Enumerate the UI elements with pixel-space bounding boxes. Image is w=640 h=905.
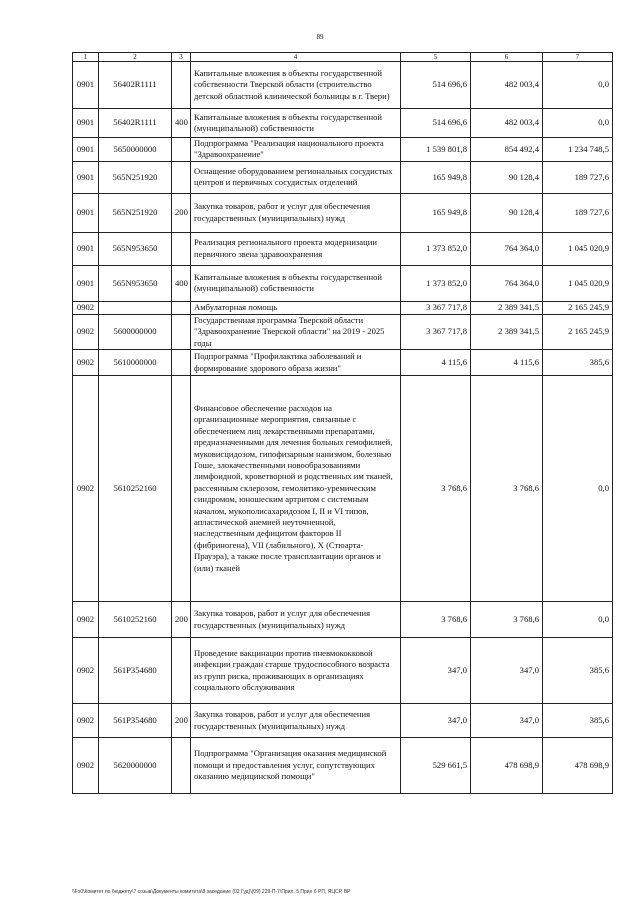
expense-type-cell xyxy=(172,138,191,162)
amount-year1-cell: 3 367 717,8 xyxy=(401,314,471,349)
amount-year3-cell: 0,0 xyxy=(543,62,613,109)
amount-year3-cell: 385,6 xyxy=(543,638,613,704)
item-name-cell: Государственная программа Тверской области "Здравоохранение Тверской области" на 2019 - 2025 годы xyxy=(191,314,401,349)
expense-type-cell xyxy=(172,350,191,376)
file-path-footer: \\Fs0\Комитет по бюджету\7 созыв\Документы комитета\8 заседание (02 Гуд)\(09) 229-П-7\Прил. 5 Прил 6 РП, ЯЦСР, ВР xyxy=(72,889,351,895)
amount-year2-cell: 2 389 341,5 xyxy=(471,314,543,349)
amount-year1-cell: 1 539 801,8 xyxy=(401,138,471,162)
amount-year2-cell: 4 115,6 xyxy=(471,350,543,376)
column-header: 5 xyxy=(401,53,471,62)
table-row xyxy=(73,350,613,376)
section-code-cell: 0902 xyxy=(73,638,99,704)
amount-year2-cell: 3 768,6 xyxy=(471,376,543,602)
target-article-cell: 565N953650 xyxy=(99,265,172,301)
expense-type-cell xyxy=(172,161,191,193)
expense-type-cell: 200 xyxy=(172,193,191,232)
target-article-cell: 5610000000 xyxy=(99,350,172,376)
column-header: 1 xyxy=(73,53,99,62)
table-body xyxy=(73,62,613,794)
target-article-cell: 5600000000 xyxy=(99,314,172,349)
table-row xyxy=(73,232,613,265)
target-article-cell: 561P354680 xyxy=(99,638,172,704)
table-row xyxy=(73,193,613,232)
amount-year1-cell: 514 696,6 xyxy=(401,109,471,138)
target-article-cell: 565N953650 xyxy=(99,232,172,265)
amount-year2-cell: 764 364,0 xyxy=(471,232,543,265)
item-name-cell: Подпрограмма "Организация оказания медицинской помощи и предоставления услуг, сопутствующих оказанию медицинской помощи" xyxy=(191,738,401,794)
amount-year3-cell: 189 727,6 xyxy=(543,193,613,232)
item-name-cell: Финансовое обеспечение расходов на организационные мероприятия, связанные с обеспечением лиц лекарственными препаратами, предназначенными для лечения больных гемофилией, муковисцидозом, гипофизарным нанизмом, болезнью Гоше, злокачественными новообразованиями лимфоидной, кроветворной и родственных им тканей, рассеянным склерозом, гемолитико-уремическим синдромом, юношеским артритом с системным началом, мукополисахаридозом I, II и VI типов, апластической анемией неуточненной, наследственным дефицитом факторов II (фибриногена), VII (лабильного), X (Стюарта-Прауэра), а также после трансплантации органов и (или) тканей xyxy=(191,376,401,602)
section-code-cell: 0901 xyxy=(73,109,99,138)
target-article-cell: 565N251920 xyxy=(99,193,172,232)
amount-year1-cell: 347,0 xyxy=(401,704,471,738)
target-article-cell: 5650000000 xyxy=(99,138,172,162)
amount-year3-cell: 1 234 748,5 xyxy=(543,138,613,162)
expense-type-cell: 400 xyxy=(172,109,191,138)
item-name-cell: Закупка товаров, работ и услуг для обеспечения государственных (муниципальных) нужд xyxy=(191,704,401,738)
section-code-cell: 0901 xyxy=(73,232,99,265)
item-name-cell: Закупка товаров, работ и услуг для обеспечения государственных (муниципальных) нужд xyxy=(191,193,401,232)
expense-type-cell xyxy=(172,62,191,109)
amount-year2-cell: 478 698,9 xyxy=(471,738,543,794)
section-code-cell: 0902 xyxy=(73,602,99,638)
table-row xyxy=(73,638,613,704)
amount-year1-cell: 529 661,5 xyxy=(401,738,471,794)
item-name-cell: Капитальные вложения в объекты государственной (муниципальной) собственности xyxy=(191,265,401,301)
table-row xyxy=(73,138,613,162)
section-code-cell: 0902 xyxy=(73,350,99,376)
amount-year3-cell: 0,0 xyxy=(543,376,613,602)
item-name-cell: Реализация регионального проекта модернизации первичного звена здравоохранения xyxy=(191,232,401,265)
amount-year3-cell: 385,6 xyxy=(543,350,613,376)
section-code-cell: 0901 xyxy=(73,193,99,232)
amount-year1-cell: 347,0 xyxy=(401,638,471,704)
section-code-cell: 0902 xyxy=(73,301,99,314)
target-article-cell: 561P354680 xyxy=(99,704,172,738)
expense-type-cell xyxy=(172,376,191,602)
amount-year1-cell: 165 949,8 xyxy=(401,161,471,193)
amount-year2-cell: 854 492,4 xyxy=(471,138,543,162)
section-code-cell: 0901 xyxy=(73,62,99,109)
column-header: 7 xyxy=(543,53,613,62)
page-number: 89 xyxy=(316,33,324,41)
amount-year3-cell: 385,6 xyxy=(543,704,613,738)
table-row xyxy=(73,738,613,794)
column-header: 4 xyxy=(191,53,401,62)
column-header: 2 xyxy=(99,53,172,62)
amount-year1-cell: 514 696,6 xyxy=(401,62,471,109)
expense-type-cell xyxy=(172,738,191,794)
amount-year3-cell: 2 165 245,9 xyxy=(543,301,613,314)
item-name-cell: Капитальные вложения в объекты государственной собственности Тверской области (строительство детской областной клинической больницы в г. Твери) xyxy=(191,62,401,109)
amount-year1-cell: 3 367 717,8 xyxy=(401,301,471,314)
amount-year2-cell: 764 364,0 xyxy=(471,265,543,301)
table-row xyxy=(73,301,613,314)
table-row xyxy=(73,265,613,301)
target-article-cell: 56402R1111 xyxy=(99,62,172,109)
section-code-cell: 0902 xyxy=(73,314,99,349)
amount-year1-cell: 3 768,6 xyxy=(401,602,471,638)
expense-type-cell xyxy=(172,314,191,349)
item-name-cell: Проведение вакцинации против пневмококковой инфекции граждан старше трудоспособного возраста из групп риска, проживающих в организациях социального обслуживания xyxy=(191,638,401,704)
amount-year1-cell: 165 949,8 xyxy=(401,193,471,232)
target-article-cell: 5620000000 xyxy=(99,738,172,794)
table-row xyxy=(73,161,613,193)
amount-year2-cell: 482 003,4 xyxy=(471,109,543,138)
target-article-cell: 5610252160 xyxy=(99,602,172,638)
item-name-cell: Закупка товаров, работ и услуг для обеспечения государственных (муниципальных) нужд xyxy=(191,602,401,638)
section-code-cell: 0901 xyxy=(73,161,99,193)
item-name-cell: Подпрограмма "Реализация национального проекта "Здравоохранение" xyxy=(191,138,401,162)
amount-year2-cell: 347,0 xyxy=(471,704,543,738)
amount-year3-cell: 478 698,9 xyxy=(543,738,613,794)
target-article-cell: 56402R1111 xyxy=(99,109,172,138)
section-code-cell: 0902 xyxy=(73,704,99,738)
amount-year1-cell: 3 768,6 xyxy=(401,376,471,602)
target-article-cell: 565N251920 xyxy=(99,161,172,193)
amount-year3-cell: 189 727,6 xyxy=(543,161,613,193)
column-header: 3 xyxy=(172,53,191,62)
item-name-cell: Подпрограмма "Профилактика заболеваний и формирование здорового образа жизни" xyxy=(191,350,401,376)
table-row xyxy=(73,109,613,138)
amount-year2-cell: 90 128,4 xyxy=(471,161,543,193)
amount-year3-cell: 1 045 020,9 xyxy=(543,265,613,301)
expense-type-cell xyxy=(172,301,191,314)
column-header: 6 xyxy=(471,53,543,62)
amount-year2-cell: 2 389 341,5 xyxy=(471,301,543,314)
amount-year3-cell: 0,0 xyxy=(543,602,613,638)
expense-type-cell: 200 xyxy=(172,602,191,638)
amount-year1-cell: 1 373 852,0 xyxy=(401,232,471,265)
amount-year1-cell: 4 115,6 xyxy=(401,350,471,376)
table-row xyxy=(73,376,613,602)
expense-type-cell: 200 xyxy=(172,704,191,738)
amount-year2-cell: 3 768,6 xyxy=(471,602,543,638)
section-code-cell: 0902 xyxy=(73,738,99,794)
expense-type-cell xyxy=(172,232,191,265)
amount-year2-cell: 482 003,4 xyxy=(471,62,543,109)
expense-type-cell: 400 xyxy=(172,265,191,301)
table-row xyxy=(73,314,613,349)
target-article-cell xyxy=(99,301,172,314)
section-code-cell: 0902 xyxy=(73,376,99,602)
amount-year2-cell: 90 128,4 xyxy=(471,193,543,232)
item-name-cell: Амбулаторная помощь xyxy=(191,301,401,314)
expense-type-cell xyxy=(172,638,191,704)
section-code-cell: 0901 xyxy=(73,265,99,301)
amount-year3-cell: 1 045 020,9 xyxy=(543,232,613,265)
amount-year3-cell: 0,0 xyxy=(543,109,613,138)
item-name-cell: Капитальные вложения в объекты государственной (муниципальной) собственности xyxy=(191,109,401,138)
section-code-cell: 0901 xyxy=(73,138,99,162)
amount-year3-cell: 2 165 245,9 xyxy=(543,314,613,349)
table-row xyxy=(73,704,613,738)
table-row xyxy=(73,62,613,109)
table-row xyxy=(73,602,613,638)
target-article-cell: 5610252160 xyxy=(99,376,172,602)
budget-table xyxy=(72,52,613,794)
amount-year1-cell: 1 373 852,0 xyxy=(401,265,471,301)
amount-year2-cell: 347,0 xyxy=(471,638,543,704)
item-name-cell: Оснащение оборудованием региональных сосудистых центров и первичных сосудистых отделений xyxy=(191,161,401,193)
column-number-row xyxy=(73,53,613,62)
